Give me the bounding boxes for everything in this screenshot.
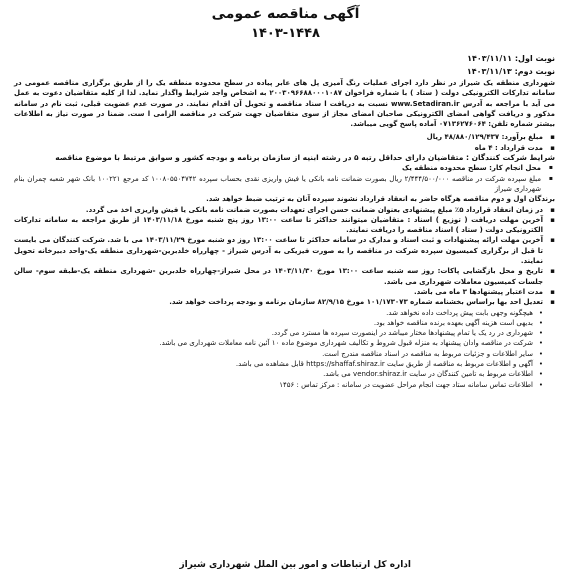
notice-number: ۱۴۰۳-۱۴۴۸ bbox=[251, 26, 320, 41]
note-item: • اطلاعات مربوط به تامین کنندگان در سایت vendor.shiraz.ir می باشد. bbox=[14, 369, 533, 379]
note-item: • شهرداری در رد یک یا تمام پیشنهادها مختار میباشد در اینصورت سپرده ها مسترد می گردد. bbox=[14, 328, 533, 338]
performance-guarantee: ▪ در زمان انعقاد قرارداد ۵٪ مبلغ پیشنهادی بعنوان ضمانت حسن اجرای تعهدات بصورت ضمانت نامه بانکی یا فیش واریزی اخذ می گردد. bbox=[14, 205, 555, 215]
note-item: • بدیهی است هزینه آگهی بعهده برنده مناقصه خواهد بود. bbox=[14, 318, 533, 328]
note-item: • اطلاعات تماس سامانه ستاد جهت انجام مراحل عضویت در سامانه : مرکز تماس : ۱۴۵۶ bbox=[14, 380, 533, 390]
opening-date: ▪ تاریخ و محل بازگشایی پاکات: روز سه شنبه ساعت ۱۳:۰۰ مورخ ۱۴۰۳/۱۱/۳۰ در محل شیراز-چهارراه خلدبرین -شهرداری منطقه یک-طبقه سوم- سالن جلسات کمیسیون معاملات شهرداری می باشد. bbox=[14, 266, 555, 287]
notes-list bbox=[14, 308, 555, 390]
note-item: • هیچگونه وجهی بابت پیش پرداخت داده نخواهد شد. bbox=[14, 308, 533, 318]
first-publish-date: نوبت اول: ۱۴۰۳/۱۱/۱۱ bbox=[467, 54, 555, 63]
notice-body bbox=[14, 52, 555, 390]
issuer-signature: اداره کل ارتباطات و امور بین الملل شهرداری شیراز bbox=[179, 560, 411, 570]
validity: ▪ مدت اعتبار پیشنهادها ۳ ماه می باشد. bbox=[14, 287, 555, 297]
work-location: ▪ محل انجام کار: سطح محدوده منطقه یک bbox=[14, 163, 555, 173]
participant-conditions: شرایط شرکت کنندگان : متقاضیان دارای حداقل رتبه ۵ در رشته ابنیه از سازمان برنامه و بودجه کشور و سوابق مرتبط با موضوع مناقصه bbox=[55, 153, 555, 163]
note-item: • سایر اطلاعات و جزئیات مربوط به مناقصه در اسناد مناقصه مندرج است. bbox=[14, 349, 533, 359]
deadline-receive: ▪ آخرین مهلت دریافت ( توزیع ) اسناد : متقاضیان میتوانند حداکثر تا ساعت ۱۳:۰۰ روز پنج شنبه مورخ ۱۴۰۳/۱۱/۱۸ از طریق مراجعه به سامانه تدارکات الکترونیکی دولت ( ستاد ) اسناد مناقصه را دریافت نمایند. bbox=[14, 215, 555, 236]
note-item: • شرکت در مناقصه وادان پیشنهاد به منزله قبول شروط و تکالیف شهرداری موضوع ماده ۱۰ آئین نامه معاملات شهرداری می باشد. bbox=[14, 338, 533, 348]
contract-duration: ▪ مدت قرارداد : ۴ ماه bbox=[14, 143, 555, 153]
second-publish-date: نوبت دوم: ۱۴۰۳/۱۱/۱۳ bbox=[466, 67, 555, 76]
notice-title: آگهی مناقصه عمومی bbox=[211, 6, 360, 22]
winners-clause: برندگان اول و دوم مناقصه هرگاه حاضر به انعقاد قرارداد نشوند سپرده آنان به ترتیب ضبط خواهد شد. bbox=[206, 195, 555, 204]
deadline-submit: ▪ آخرین مهلت ارائه پیشنهادات و ثبت اسناد و مدارک در سامانه حداکثر تا ساعت ۱۳:۰۰ روز دو شنبه مورخ ۱۴۰۳/۱۱/۲۹ می با شد. شرکت کنندگان می بایست تا قبل از برگزاری کمیسیون سپرده شرکت در مناقصه را به صورت فیزیکی به آدرس شیراز - چهارراه خلدبرین-شهرداری منطقه یک-واحد دبیرخانه تحویل نمایند. bbox=[14, 235, 555, 266]
intro-paragraph: شهرداری منطقه یک شیراز در نظر دارد اجرای عملیات رنگ آمیزی پل های عابر پیاده در سطح محدوده منطقه یک را از طریق برگزاری مناقصه عمومی در سامانه تدارکات الکترونیکی دولت ( ستاد ) با شماره فراخوان ۲۰۰۳۰۹۶۶۸۸۰۰۰۱۰۸۷ به اشخاص واجد شرایط واگذار نماید. لذا از کلیه متقاضیان دعوت به عمل می آید با مراجعه به آدرس www.Setadiran.ir نسبت به دریافت ا سناد مناقصه و تحویل آن اقدام نمایند. در صورت عدم عضویت قبلی، ثبت نام در سامانه مذکور و دریافت گواهی امضای الکترونیکی صاحبان امضای مجاز از سوی متقاضیان جهت شرکت در مناقصه الزامی ا ست. ضمنا در صورت نیاز به اطلاعات بیشتر شماره تلفن: ۰۷۱۳۶۲۷۶۰۶۴ آماده پاسخ گویی میباشد. bbox=[14, 79, 556, 129]
note-item: • آگهی و اطلاعات مربوط به مناقصه از طریق سایت https://shaffaf.shiraz.ir قابل مشاهده می باشد. bbox=[14, 359, 533, 369]
price-adjustment: ▪ تعدیل احد بها براساس بخشنامه شماره ۱۰۱/۱۷۳۰۷۳ مورخ ۸۲/۹/۱۵ سازمان برنامه و بودجه پرداخت خواهد شد. bbox=[14, 297, 555, 307]
deposit-amount: ▪ مبلغ سپرده شرکت در مناقصه ۲/۴۴۴/۵۰۰/۰۰۰ ریال بصورت ضمانت نامه بانکی یا فیش واریزی نقدی بحساب سپرده ۱۰۰۸۰۵۵۰۴۷۴۲ کد مرجع ۱۰۰۲۲۱ بانک شهر شعبه چمران بنام شهرداری شیراز bbox=[14, 174, 555, 195]
budget: ▪ مبلغ برآورد: ۴۸/۸۸۰/۱۲۹/۴۳۷ ریال bbox=[14, 132, 555, 142]
